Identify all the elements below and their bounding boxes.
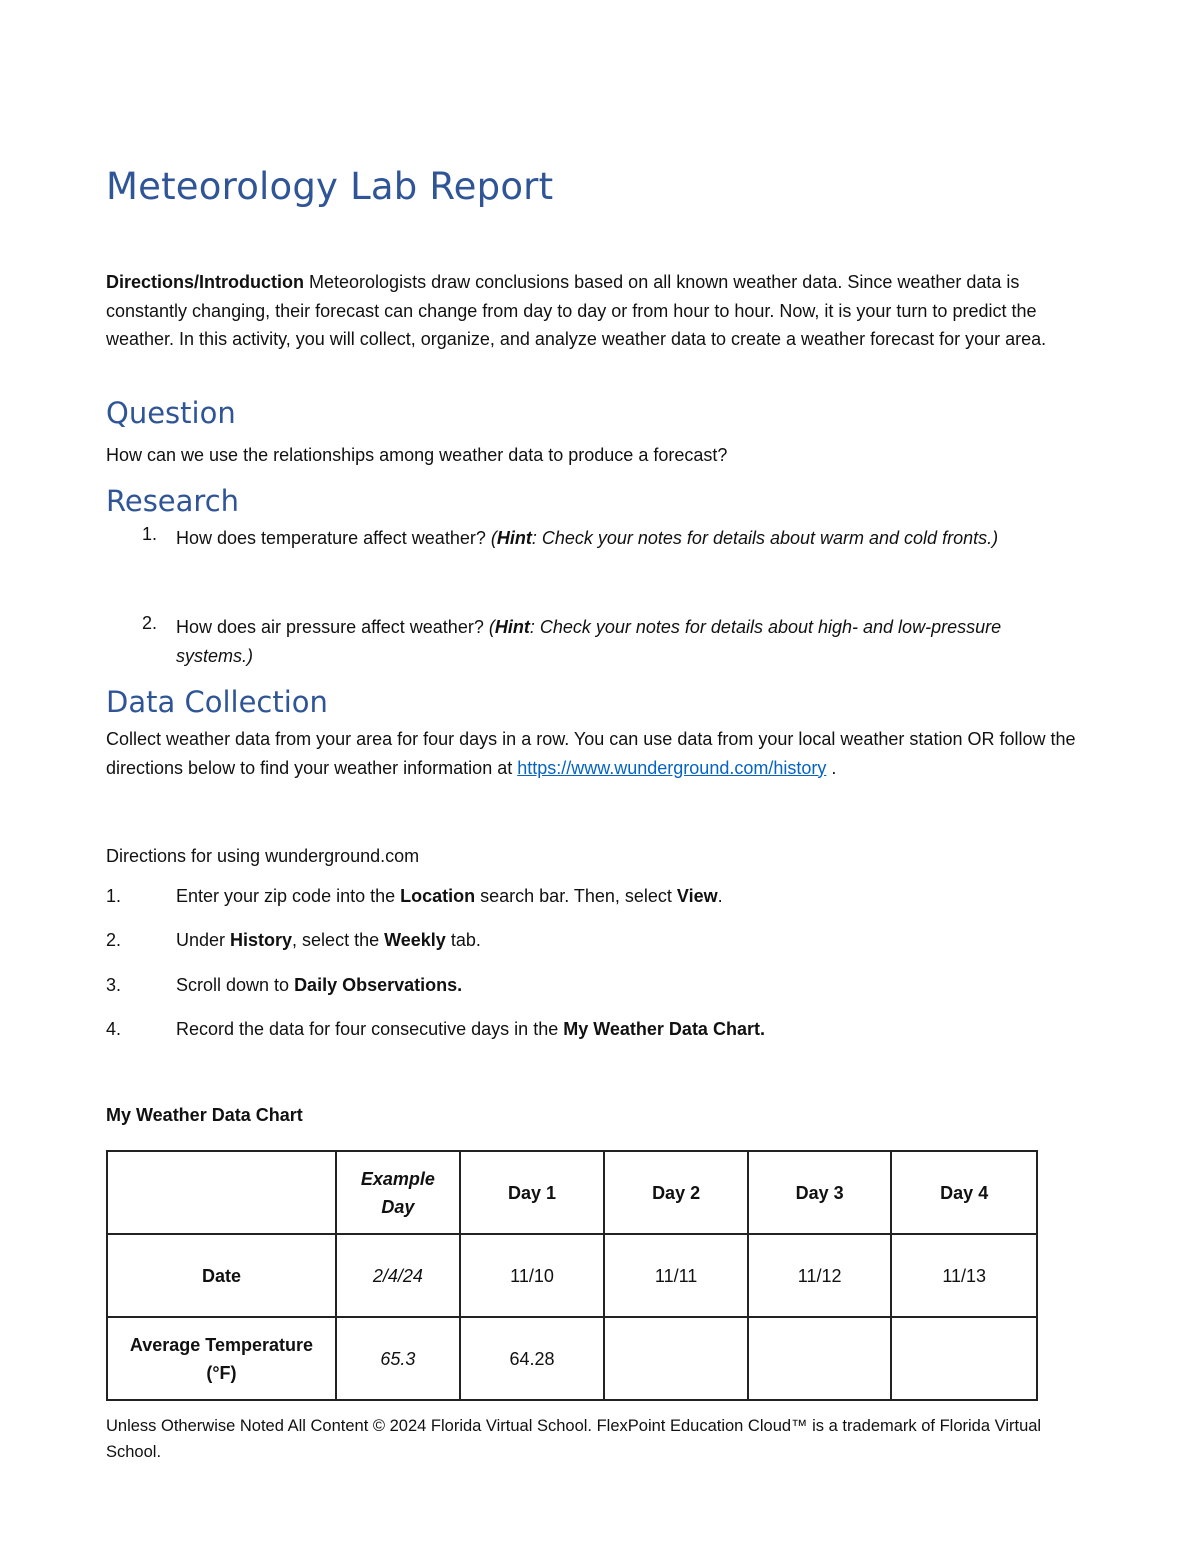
step-text: . (717, 886, 723, 906)
table-header-cell (107, 1151, 336, 1234)
hint-label: Hint (494, 617, 530, 637)
footer-copyright: Unless Otherwise Noted All Content © 2024 Florida Virtual School. FlexPoint Education Cloud™ is a trademark of Florida Virtual School. (106, 1417, 1042, 1461)
step-bold: View (676, 886, 718, 906)
step-bold: My Weather Data Chart (563, 1019, 760, 1039)
data-collection-heading: Data Collection (106, 685, 328, 719)
step-item (106, 886, 1086, 914)
question-heading: Question (106, 396, 236, 430)
research-heading: Research (106, 484, 240, 518)
step-item (106, 1019, 1086, 1047)
table-header-cell: Day 3 (748, 1151, 892, 1234)
research-item-number: 1. (142, 524, 158, 544)
hint-open: ( (488, 617, 495, 637)
table-row (107, 1234, 1037, 1317)
weather-data-table (106, 1150, 1038, 1401)
step-text: tab. (445, 930, 481, 950)
step-bold: Daily Observations (294, 975, 458, 995)
table-header-cell: Day 2 (604, 1151, 748, 1234)
step-item (106, 930, 1086, 958)
wunderground-history-link[interactable]: https://www.wunderground.com/history (517, 757, 827, 778)
hint-label: Hint (496, 528, 532, 548)
research-question: How does temperature affect weather? (176, 528, 486, 548)
step-text: Scroll down to (176, 975, 295, 995)
table-cell[interactable] (604, 1317, 748, 1400)
step-text: Under (176, 930, 231, 950)
table-cell[interactable]: 2/4/24 (336, 1234, 460, 1317)
step-number: 3. (106, 975, 122, 995)
header-example-day: Example Day (360, 1168, 435, 1217)
directions-title: Directions for using wunderground.com (106, 846, 420, 866)
data-collection-text-before: Collect weather data from your area for four days in a row. You can use data from your local weather station OR follow the directions below to find your weather information at (106, 729, 1076, 778)
table-header-cell: Day 1 (460, 1151, 605, 1234)
data-collection-text (106, 725, 1086, 782)
data-collection-text-after: . (826, 757, 837, 778)
table-cell[interactable]: 11/10 (460, 1234, 605, 1317)
table-header-cell (336, 1151, 460, 1234)
table-header-cell: Day 4 (891, 1151, 1037, 1234)
table-cell[interactable]: 11/13 (891, 1234, 1037, 1317)
table-cell[interactable]: 64.28 (460, 1317, 605, 1400)
step-bold: History (230, 930, 293, 950)
hint-text: : Check your notes for details about high- and low-pressure systems.) (176, 617, 1002, 666)
row-label: Date (107, 1234, 336, 1317)
step-bold: Location (400, 886, 476, 906)
intro-heading: Directions/Introduction (106, 272, 304, 292)
step-number: 2. (106, 930, 122, 950)
step-item (106, 975, 1086, 1003)
research-item-number: 2. (142, 613, 158, 633)
chart-title: My Weather Data Chart (106, 1105, 303, 1125)
intro-paragraph (106, 268, 1086, 354)
step-number: 4. (106, 1019, 122, 1039)
intro-text: Meteorologists draw conclusions based on all known weather data. Since weather data is constantly changing, their forecast can change from day to day or from hour to hour. Now, it is your turn to predict the weather. In this activity, you will collect, organize, and analyze weather data to create a weather forecast for your area. (106, 272, 1047, 349)
step-bold: Weekly (384, 930, 446, 950)
hint-text: : Check your notes for details about warm and cold fronts.) (531, 528, 999, 548)
row-label (107, 1317, 336, 1400)
step-text: Enter your zip code into the (176, 886, 401, 906)
row-label-text: Average Temperature (°F) (129, 1334, 313, 1383)
step-text: search bar. Then, select (475, 886, 677, 906)
table-cell[interactable]: 65.3 (336, 1317, 460, 1400)
table-row (107, 1317, 1037, 1400)
research-question: How does air pressure affect weather? (176, 617, 484, 637)
step-text: , select the (292, 930, 385, 950)
step-bold: . (759, 1019, 765, 1039)
question-text: How can we use the relationships among weather data to produce a forecast? (106, 445, 728, 465)
table-cell[interactable]: 11/11 (604, 1234, 748, 1317)
hint-open: ( (490, 528, 497, 548)
table-cell[interactable] (748, 1317, 892, 1400)
step-number: 1. (106, 886, 122, 906)
step-bold: . (457, 975, 463, 995)
table-header-row (107, 1151, 1037, 1234)
table-cell[interactable] (891, 1317, 1037, 1400)
page-title: Meteorology Lab Report (106, 165, 554, 208)
table-cell[interactable]: 11/12 (748, 1234, 892, 1317)
step-text: Record the data for four consecutive days in the (176, 1019, 564, 1039)
